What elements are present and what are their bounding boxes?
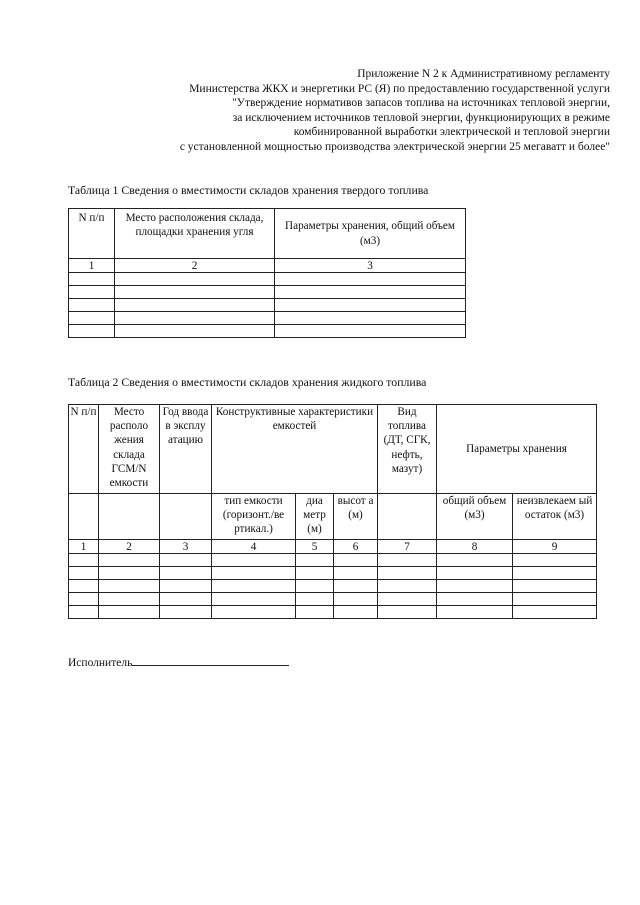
header-np: N п/п (69, 405, 99, 494)
table-cell (99, 606, 160, 619)
table-cell (275, 273, 466, 286)
table-cell (513, 593, 597, 606)
table-cell (378, 593, 437, 606)
table-cell (378, 554, 437, 567)
table-row (69, 286, 466, 299)
table-cell (334, 580, 378, 593)
header-line: за исключением источников тепловой энергии, функционирующих в режиме (232, 111, 610, 124)
table-cell (160, 593, 212, 606)
table-cell (296, 580, 334, 593)
table-row (69, 593, 597, 606)
solid-fuel-table (68, 208, 466, 338)
table-cell (212, 554, 296, 567)
header-fuel-type: Вид топлива (ДТ, СГК, нефть, мазут) (378, 405, 437, 494)
subheader-height: высот а (м) (334, 494, 378, 540)
table-cell (69, 325, 115, 338)
table-row (69, 567, 597, 580)
document-header (60, 67, 610, 155)
table-cell (115, 299, 275, 312)
subheader-diameter: диа метр (м) (296, 494, 334, 540)
table-cell (378, 494, 437, 540)
header-line: комбинированной выработки электрической и тепловой энергии (293, 126, 610, 139)
table-cell (378, 567, 437, 580)
table-cell (513, 580, 597, 593)
table-cell (115, 312, 275, 325)
table-cell (296, 606, 334, 619)
table-cell (69, 606, 99, 619)
table-cell (69, 567, 99, 580)
table-cell (275, 312, 466, 325)
table2-caption: Таблица 2 Сведения о вместимости складов хранения жидкого топлива (68, 375, 427, 389)
executor-label: Исполнитель (68, 657, 133, 669)
header-line: Приложение N 2 к Административному регламенту (357, 68, 610, 80)
table-cell (160, 567, 212, 580)
table-cell (275, 299, 466, 312)
header-line: "Утверждение нормативов запасов топлива на источниках тепловой энергии, (232, 97, 610, 110)
table-cell (99, 580, 160, 593)
table-cell (69, 273, 115, 286)
table-cell (69, 580, 99, 593)
table-cell (437, 554, 513, 567)
table-cell (69, 286, 115, 299)
table-cell (99, 554, 160, 567)
table-cell (69, 312, 115, 325)
table-cell (99, 593, 160, 606)
liquid-fuel-table (68, 404, 597, 619)
table-cell (378, 606, 437, 619)
table-cell (275, 286, 466, 299)
table-cell (212, 606, 296, 619)
table-cell (334, 593, 378, 606)
table-cell (275, 325, 466, 338)
table-cell (160, 580, 212, 593)
subheader-tank-type: тип емкости (горизонт./ве ртикал.) (212, 494, 296, 540)
table-cell (69, 494, 99, 540)
col-number: 7 (378, 540, 437, 554)
table-row (69, 312, 466, 325)
table-cell (69, 593, 99, 606)
table-cell (160, 606, 212, 619)
header-storage-params: Параметры хранения, общий объем (м3) (275, 209, 466, 259)
table-cell (334, 606, 378, 619)
table-cell (437, 567, 513, 580)
header-storage-params: Параметры хранения (437, 405, 597, 494)
header-line: Министерства ЖКХ и энергетики РС (Я) по предоставлению государственной услуги (189, 82, 610, 95)
executor-signature (68, 654, 289, 671)
table-cell (212, 593, 296, 606)
table-row (69, 325, 466, 338)
col-number: 2 (115, 259, 275, 273)
col-number: 3 (275, 259, 466, 273)
header-line: с установленной мощностью производства электрической энергии 25 мегаватт и более" (179, 140, 610, 153)
table-cell (212, 567, 296, 580)
table-row (69, 554, 597, 567)
table1-caption: Таблица 1 Сведения о вместимости складов хранения твердого топлива (68, 183, 429, 197)
table-cell (99, 567, 160, 580)
table-row (69, 299, 466, 312)
table-cell (160, 554, 212, 567)
table-cell (378, 580, 437, 593)
table-row (69, 273, 466, 286)
table-cell (115, 273, 275, 286)
col-number: 2 (99, 540, 160, 554)
table-cell (334, 554, 378, 567)
table-cell (69, 554, 99, 567)
subheader-residue: неизвлекаем ый остаток (м3) (513, 494, 597, 540)
table-cell (437, 580, 513, 593)
table-cell (513, 554, 597, 567)
col-number: 5 (296, 540, 334, 554)
table-row (69, 606, 597, 619)
table-cell (160, 494, 212, 540)
header-np: N п/п (69, 209, 115, 259)
signature-line (132, 654, 289, 666)
table-cell (513, 606, 597, 619)
col-number: 4 (212, 540, 296, 554)
table-cell (115, 325, 275, 338)
table-cell (296, 567, 334, 580)
table-cell (296, 554, 334, 567)
header-location: Место располо жения склада ГСМ/N емкости (99, 405, 160, 494)
header-year: Год ввода в эксплу атацию (160, 405, 212, 494)
col-number: 1 (69, 540, 99, 554)
col-number: 3 (160, 540, 212, 554)
table-cell (513, 567, 597, 580)
table-cell (99, 494, 160, 540)
table-cell (115, 286, 275, 299)
col-number: 8 (437, 540, 513, 554)
subheader-total-volume: общий объем (м3) (437, 494, 513, 540)
table-cell (334, 567, 378, 580)
col-number: 6 (334, 540, 378, 554)
table-cell (69, 299, 115, 312)
col-number: 1 (69, 259, 115, 273)
table-cell (437, 593, 513, 606)
table-row (69, 580, 597, 593)
table-cell (437, 606, 513, 619)
header-location: Место расположения склада, площадки хранения угля (115, 209, 275, 259)
header-construct: Конструктивные характеристики емкостей (212, 405, 378, 494)
col-number: 9 (513, 540, 597, 554)
table-cell (296, 593, 334, 606)
table-cell (212, 580, 296, 593)
